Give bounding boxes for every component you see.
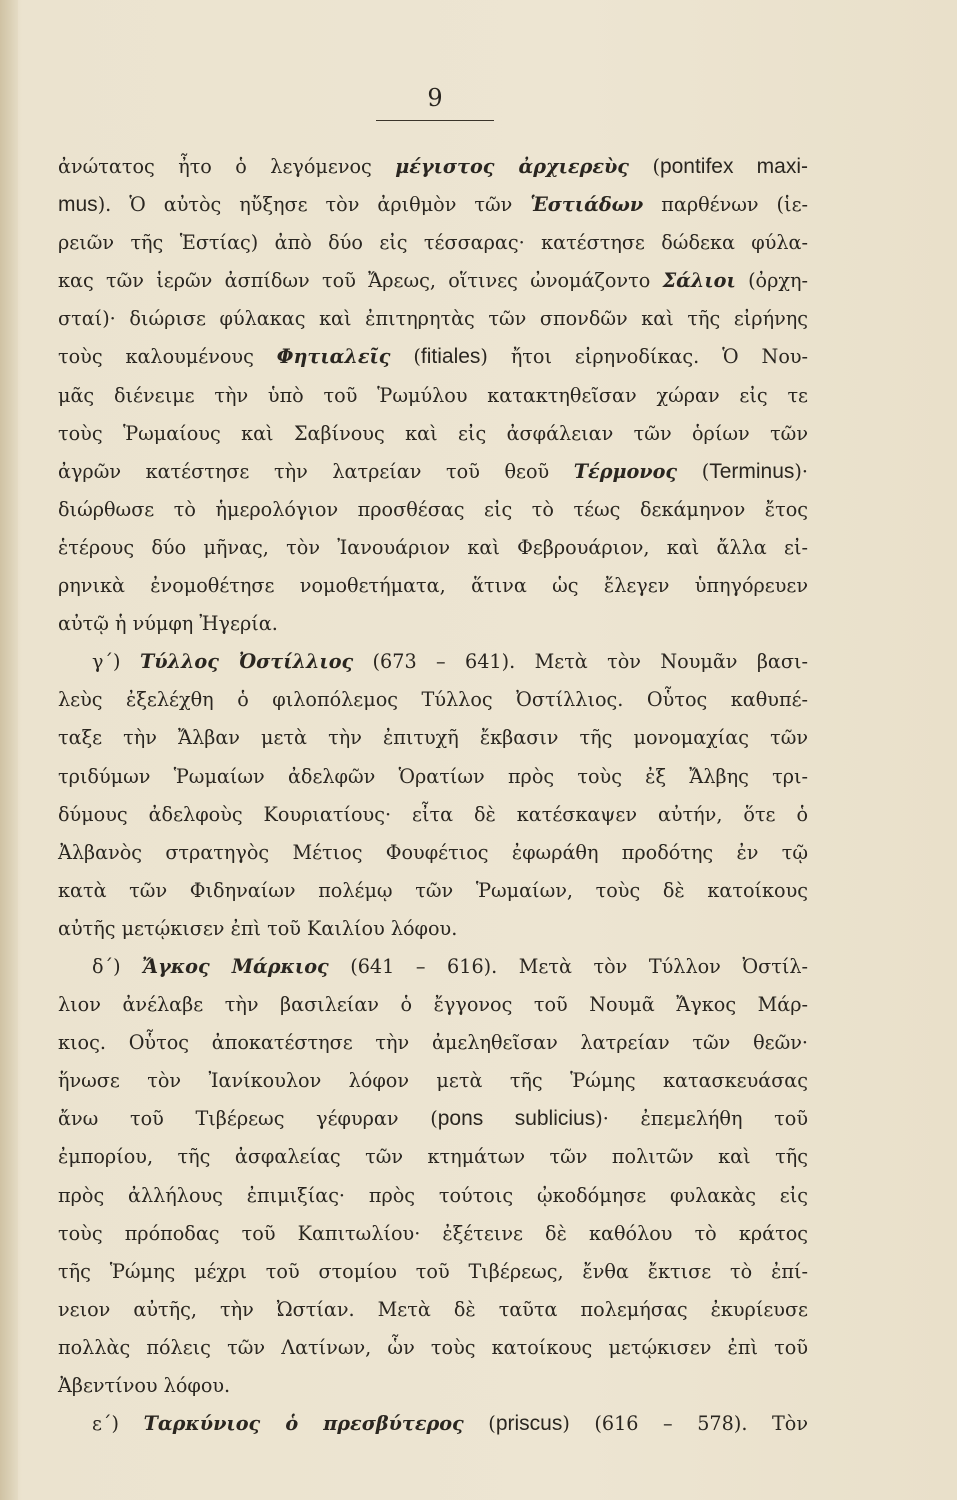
emphasis-term: Τέρμονος bbox=[573, 459, 678, 483]
latin-term: pons sublicius bbox=[437, 1107, 596, 1131]
text-line bbox=[58, 681, 808, 719]
text-line bbox=[58, 148, 808, 186]
text-run: ἀνώτατος ἦτο ὁ λεγόμενος bbox=[58, 155, 396, 178]
emphasis-term: Σάλιοι bbox=[662, 269, 736, 293]
body-text bbox=[58, 148, 808, 1443]
latin-term: pontifex maxi- bbox=[659, 155, 809, 178]
text-run: ε´) bbox=[92, 1412, 144, 1436]
text-line bbox=[58, 262, 808, 300]
text-run: κατὰ τῶν Φιδηναίων πολέμῳ τῶν Ῥωμαίων, τοὺς δὲ κατοίκους bbox=[58, 878, 808, 902]
text-run: ) (616 – 578). Τὸν bbox=[562, 1412, 809, 1436]
text-run: ). Ὁ αὐτὸς ηὔξησε τὸν ἀριθμὸν τῶν bbox=[97, 193, 531, 217]
text-run: πρὸς ἀλλήλους ἐπιμιξίας· πρὸς τούτοις ᾠκοδόμησε φυλακὰς εἰς bbox=[58, 1183, 808, 1207]
text-run: λεὺς ἐξελέχθη ὁ φιλοπόλεμος Τύλλος Ὀστίλλιος. Οὗτος καθυπέ- bbox=[58, 688, 808, 712]
text-run: δ´) bbox=[92, 954, 143, 978]
text-line bbox=[58, 796, 808, 834]
emphasis-term: Τύλλος Ὀστίλλιος bbox=[139, 650, 354, 674]
text-line bbox=[58, 338, 808, 376]
text-run: ( bbox=[629, 155, 660, 178]
text-run: ταξε τὴν Ἄλβαν μετὰ τὴν ἐπιτυχῆ ἔκβασιν τῆς μονομαχίας τῶν bbox=[58, 726, 808, 750]
text-line bbox=[58, 1329, 808, 1367]
text-line bbox=[58, 529, 808, 567]
text-line bbox=[58, 1177, 808, 1215]
text-line bbox=[58, 643, 808, 681]
text-line bbox=[58, 719, 808, 757]
emphasis-term: μέγιστος ἀρχιερεὺς bbox=[395, 155, 629, 178]
text-run: ) ἤτοι εἰρηνοδίκας. Ὁ Νου- bbox=[480, 345, 809, 369]
text-line bbox=[58, 834, 808, 872]
text-run: αὐτῆς μετῴκισεν ἐπὶ τοῦ Καιλίου λόφου. bbox=[58, 916, 458, 940]
text-run: τοὺς καλουμένους bbox=[58, 345, 277, 369]
emphasis-term: Ἑστιάδων bbox=[530, 193, 644, 217]
text-run: (673 – 641). Μετὰ τὸν Νουμᾶν βασι- bbox=[353, 650, 808, 674]
text-run: )· bbox=[794, 459, 808, 483]
text-run: παρθένων (ἱε- bbox=[643, 193, 808, 217]
text-run: λιον ἀνέλαβε τὴν βασιλείαν ὁ ἔγγονος τοῦ Νουμᾶ Ἄγκος Μάρ- bbox=[58, 993, 808, 1017]
latin-term: Terminus bbox=[709, 459, 795, 483]
text-line bbox=[58, 377, 808, 415]
text-run: τοὺς Ῥωμαίους καὶ Σαβίνους καὶ εἰς ἀσφάλειαν τῶν ὁρίων τῶν bbox=[58, 421, 808, 445]
text-run: γ´) bbox=[92, 650, 140, 674]
text-run: δύμους ἀδελφοὺς Κουριατίους· εἶτα δὲ κατέσκαψεν αὐτήν, ὅτε ὁ bbox=[58, 802, 808, 826]
text-run: ἐμπορίου, τῆς ἀσφαλείας τῶν κτημάτων τῶν πολιτῶν καὶ τῆς bbox=[58, 1145, 808, 1169]
text-line bbox=[58, 567, 808, 605]
text-line bbox=[58, 1405, 808, 1443]
page-spine bbox=[0, 0, 18, 1500]
text-line bbox=[58, 186, 808, 224]
text-run: ρειῶν τῆς Ἑστίας) ἀπὸ δύο εἰς τέσσαρας· κατέστησε δώδεκα φύλα- bbox=[58, 231, 808, 255]
text-run: νειον αὐτῆς, τὴν Ὠστίαν. Μετὰ δὲ ταῦτα πολεμήσας ἐκυρίευσε bbox=[58, 1297, 808, 1321]
text-run: ἥνωσε τὸν Ἰανίκουλον λόφον μετὰ τῆς Ῥώμης κατασκευάσας bbox=[58, 1069, 808, 1093]
text-run: ἄνω τοῦ Τιβέρεως γέφυραν ( bbox=[58, 1107, 438, 1131]
text-line bbox=[58, 491, 808, 529]
text-line bbox=[58, 453, 808, 491]
text-line bbox=[58, 300, 808, 338]
text-run: ἑτέρους δύο μῆνας, τὸν Ἰανουάριον καὶ Φεβρουάριον, καὶ ἄλλα εἰ- bbox=[58, 535, 808, 559]
text-line bbox=[58, 948, 808, 986]
text-line bbox=[58, 1138, 808, 1176]
text-line bbox=[58, 605, 808, 643]
text-run: τοὺς πρόποδας τοῦ Καπιτωλίου· ἐξέτεινε δὲ καθόλου τὸ κράτος bbox=[58, 1221, 808, 1245]
page-number: 9 bbox=[427, 84, 443, 112]
latin-term: priscus bbox=[495, 1412, 563, 1436]
text-run: τριδύμων Ῥωμαίων ἀδελφῶν Ὁρατίων πρὸς τοὺς ἐξ Ἄλβης τρι- bbox=[58, 764, 808, 788]
text-line bbox=[58, 872, 808, 910]
text-line bbox=[58, 758, 808, 796]
text-run: (641 – 616). Μετὰ τὸν Τύλλον Ὀστίλ- bbox=[328, 954, 808, 978]
text-run: ( bbox=[677, 459, 710, 483]
text-run: Ἀβεντίνου λόφου. bbox=[58, 1374, 231, 1397]
text-run: αὐτῷ ἡ νύμφη Ἠγερία. bbox=[58, 612, 278, 636]
text-line bbox=[58, 1291, 808, 1329]
text-run: Ἀλβανὸς στρατηγὸς Μέτιος Φουφέτιος ἐφωράθη προδότης ἐν τῷ bbox=[58, 840, 808, 864]
latin-term: fitiales bbox=[420, 345, 481, 369]
text-run: ρηνικὰ ἐνομοθέτησε νομοθετήματα, ἅτινα ὡς ἔλεγεν ὑπηγόρευεν bbox=[58, 574, 808, 598]
text-line bbox=[58, 1215, 808, 1253]
text-run: ( bbox=[463, 1412, 496, 1436]
text-line bbox=[58, 1253, 808, 1291]
text-run: πολλὰς πόλεις τῶν Λατίνων, ὧν τοὺς κατοίκους μετῴκισεν ἐπὶ τοῦ bbox=[58, 1335, 808, 1359]
emphasis-term: Ἄγκος Μάρκιος bbox=[142, 954, 329, 978]
text-line bbox=[58, 986, 808, 1024]
text-line bbox=[58, 1100, 808, 1138]
emphasis-term: Ταρκύνιος ὁ πρεσβύτερος bbox=[143, 1412, 464, 1436]
text-run: μᾶς διένειμε τὴν ὑπὸ τοῦ Ῥωμύλου κατακτηθεῖσαν χώραν εἰς τε bbox=[58, 383, 808, 407]
text-run: ( bbox=[390, 345, 421, 369]
text-run: (ὀρχη- bbox=[735, 269, 808, 293]
text-run: τῆς Ῥώμης μέχρι τοῦ στομίου τοῦ Τιβέρεως, ἔνθα ἔκτισε τὸ ἐπί- bbox=[58, 1259, 808, 1283]
text-run: ἀγρῶν κατέστησε τὴν λατρείαν τοῦ θεοῦ bbox=[58, 459, 574, 483]
text-run: κας τῶν ἱερῶν ἀσπίδων τοῦ Ἄρεως, οἵτινες ὠνομάζοντο bbox=[58, 269, 663, 293]
text-line bbox=[58, 1024, 808, 1062]
text-run: σταί)· διώρισε φύλακας καὶ ἐπιτηρητὰς τῶν σπονδῶν καὶ τῆς εἰρήνης bbox=[58, 307, 808, 331]
text-line bbox=[58, 1062, 808, 1100]
text-run: )· ἐπεμελήθη τοῦ bbox=[595, 1107, 808, 1131]
text-run: διώρθωσε τὸ ἡμερολόγιον προσθέσας εἰς τὸ τέως δεκάμηνον ἔτος bbox=[58, 497, 808, 521]
latin-term: mus bbox=[58, 193, 98, 217]
text-line bbox=[58, 415, 808, 453]
header-rule bbox=[376, 120, 494, 121]
text-line bbox=[58, 910, 808, 948]
text-line bbox=[58, 224, 808, 262]
text-run: κιος. Οὗτος ἀποκατέστησε τὴν ἀμεληθεῖσαν λατρείαν τῶν θεῶν· bbox=[58, 1031, 808, 1055]
emphasis-term: Φητιαλεῖς bbox=[276, 345, 391, 369]
text-line bbox=[58, 1367, 808, 1405]
